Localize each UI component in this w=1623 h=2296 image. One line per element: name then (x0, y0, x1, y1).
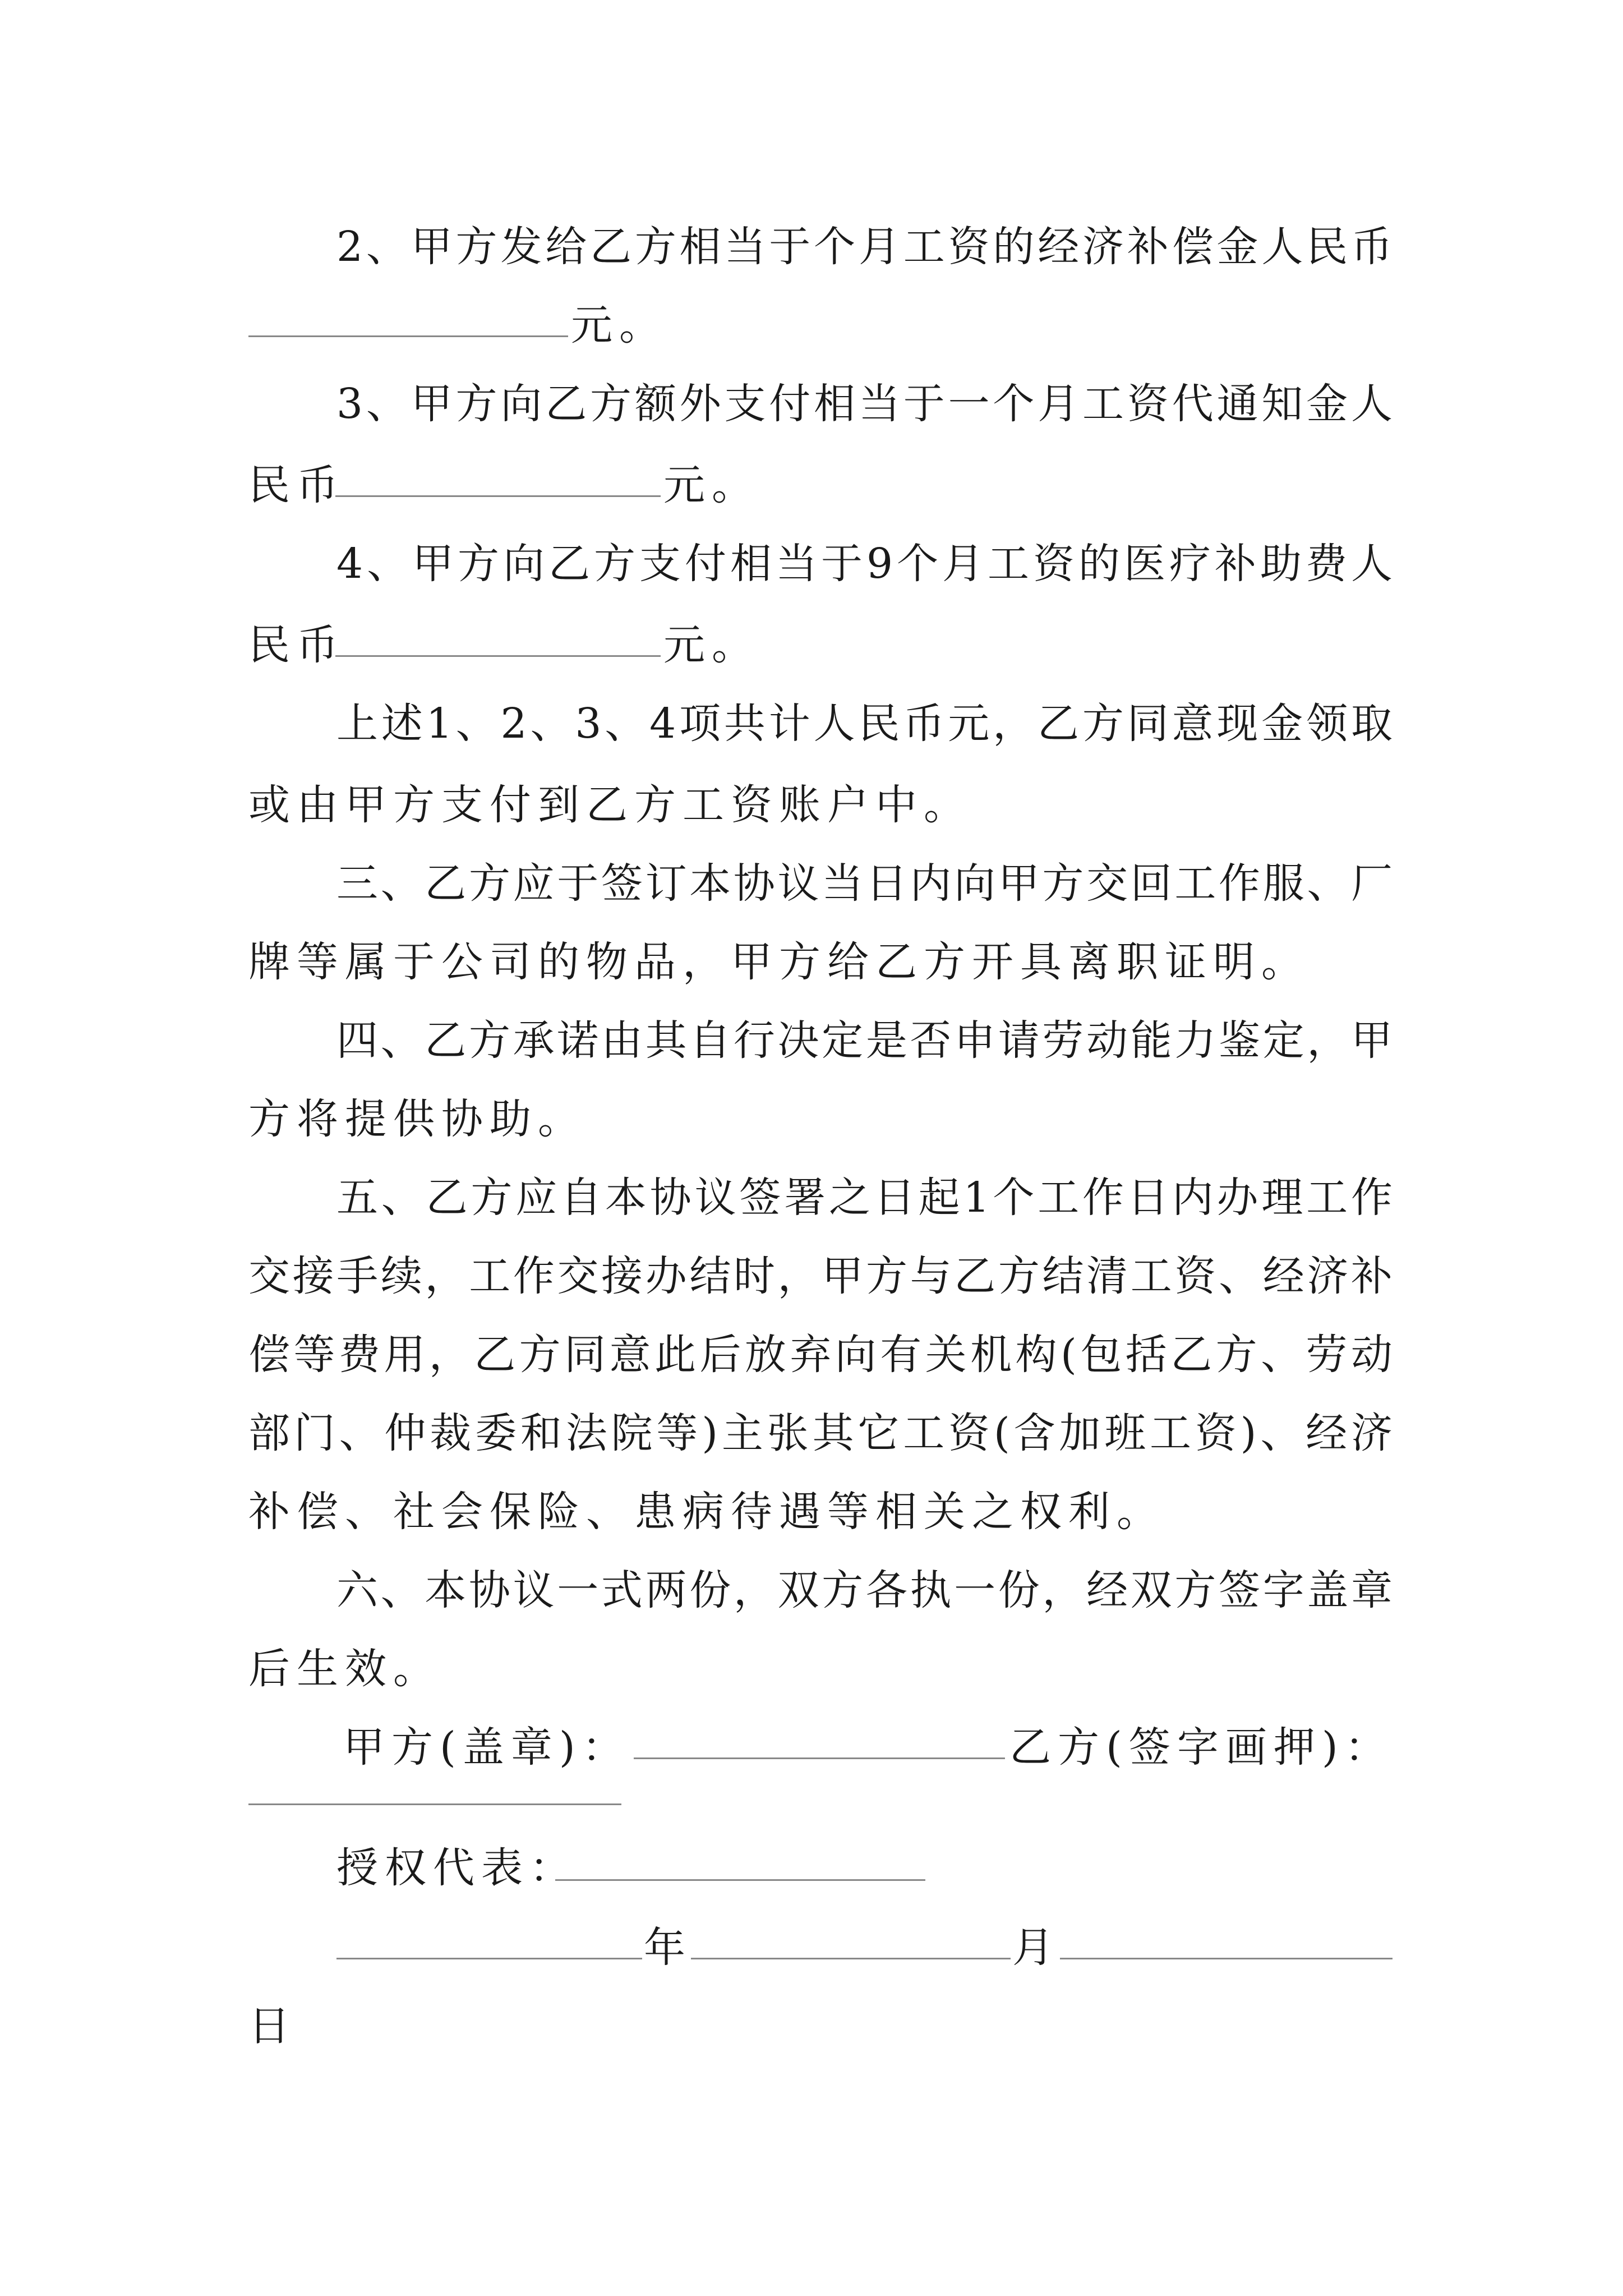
clause-six-line-1: 六、本协议一式两份，双方各执一份，经双方签字盖章 (336, 1566, 1393, 1614)
clause-four-line-1: 四、乙方承诺由其自行决定是否申请劳动能力鉴定，甲 (336, 1016, 1393, 1065)
clause-3-line-1: 3、甲方向乙方额外支付相当于一个月工资代通知金人 (336, 380, 1393, 428)
blank-notice-pay-amount (335, 495, 661, 497)
total-line-1: 上述1、2、3、4项共计人民币元，乙方同意现金领取 (336, 700, 1393, 748)
month-blank (691, 1958, 1011, 1959)
clause-five-line-1: 五、乙方应自本协议签署之日起1个工作日内办理工作 (336, 1174, 1393, 1222)
year-label: 年 (644, 1924, 692, 1972)
year-blank (336, 1958, 642, 1959)
clause-five-line-5: 补偿、社会保险、患病待遇等相关之权利。 (248, 1488, 1165, 1536)
clause-five-line-3: 偿等费用，乙方同意此后放弃向有关机构(包括乙方、劳动 (248, 1331, 1393, 1379)
representative-label: 授权代表： (336, 1844, 578, 1892)
party-a-seal-label: 甲方(盖章)： (343, 1723, 630, 1772)
representative-blank (555, 1879, 925, 1881)
party-a-seal-blank (634, 1757, 1005, 1759)
party-b-signature-label: 乙方(签字画押)： (1009, 1723, 1393, 1772)
total-line-2: 或由甲方支付到乙方工资账户中。 (248, 781, 972, 829)
clause-six-line-2: 后生效。 (248, 1645, 441, 1693)
clause-4-line-2-suffix: 元。 (663, 621, 760, 669)
clause-4-line-2-prefix: 民币 (248, 621, 345, 669)
clause-three-line-2: 牌等属于公司的物品，甲方给乙方开具离职证明。 (248, 938, 1310, 986)
day-label: 日 (248, 2002, 297, 2050)
party-b-signature-blank (248, 1803, 621, 1805)
clause-four-line-2: 方将提供协助。 (248, 1095, 586, 1143)
clause-4-line-1: 4、甲方向乙方支付相当于9个月工资的医疗补助费人 (336, 540, 1393, 588)
clause-five-line-4: 部门、仲裁委和法院等)主张其它工资(含加班工资)、经济 (248, 1409, 1393, 1457)
blank-medical-subsidy-amount (335, 655, 661, 657)
blank-compensation-amount (248, 335, 568, 337)
clause-2-line-1: 2、甲方发给乙方相当于个月工资的经济补偿金人民币 (336, 223, 1393, 271)
clause-3-line-2-prefix: 民币 (248, 461, 345, 509)
clause-3-line-2-suffix: 元。 (663, 461, 760, 509)
clause-five-line-2: 交接手续，工作交接办结时，甲方与乙方结清工资、经济补 (248, 1252, 1393, 1300)
day-blank (1060, 1958, 1393, 1959)
clause-three-line-1: 三、乙方应于签订本协议当日内向甲方交回工作服、厂 (336, 859, 1393, 908)
clause-2-line-2: 元。 (571, 301, 667, 349)
month-label: 月 (1012, 1924, 1061, 1972)
